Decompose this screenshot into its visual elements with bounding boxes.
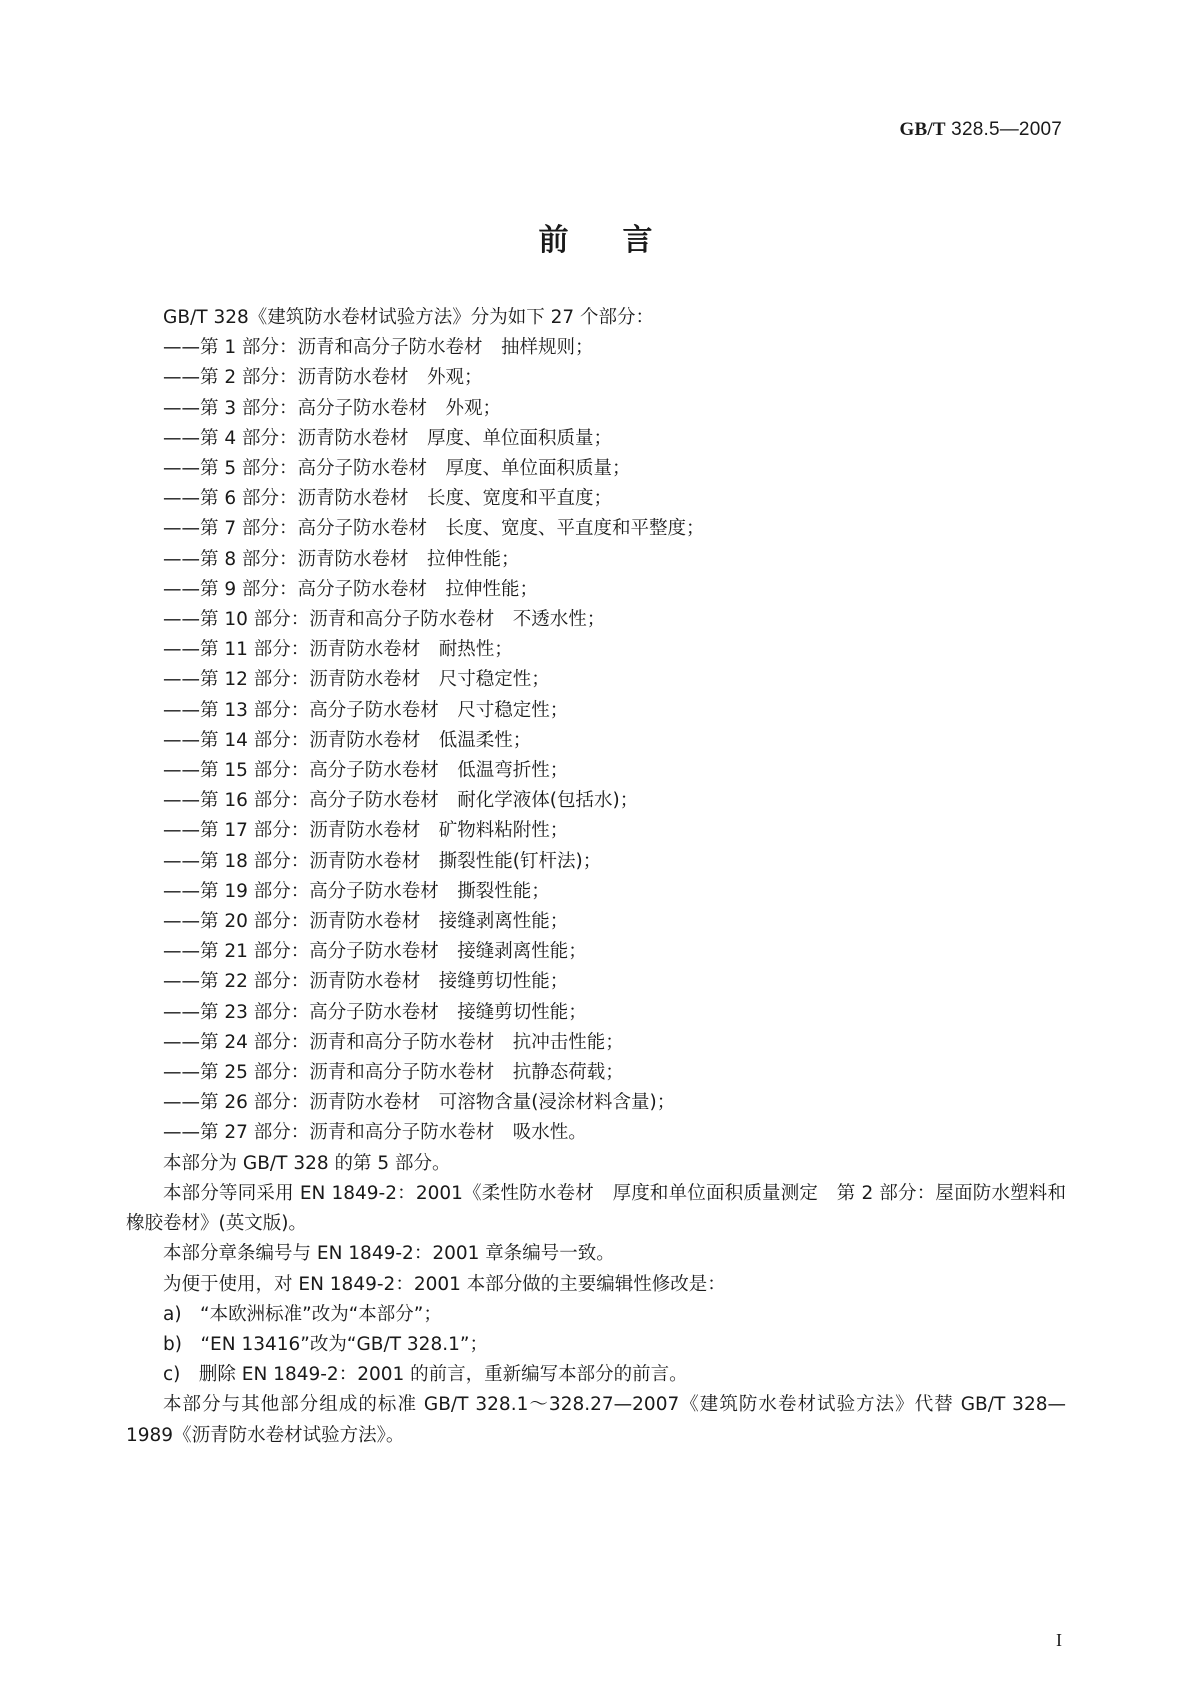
list-item: a) “本欧洲标准”改为“本部分”； <box>163 1303 442 1325</box>
list-item: ——第 12 部分：沥青防水卷材 尺寸稳定性； <box>163 669 550 691</box>
list-item: ——第 5 部分：高分子防水卷材 厚度、单位面积质量； <box>163 458 631 480</box>
list-item: ——第 9 部分：高分子防水卷材 拉伸性能； <box>163 578 539 600</box>
list-item: ——第 23 部分：高分子防水卷材 接缝剪切性能； <box>163 1001 587 1023</box>
list-item: ——第 22 部分：沥青防水卷材 接缝剪切性能； <box>163 971 569 993</box>
list-item: ——第 6 部分：沥青防水卷材 长度、宽度和平直度； <box>163 488 613 510</box>
list-item: ——第 8 部分：沥青防水卷材 拉伸性能； <box>163 548 520 570</box>
list-item: ——第 25 部分：沥青和高分子防水卷材 抗静态荷载； <box>163 1062 624 1084</box>
part5-paragraph: 本部分为 GB/T 328 的第 5 部分。 <box>163 1152 451 1174</box>
list-item: ——第 26 部分：沥青防水卷材 可溶物含量(浸涂材料含量)； <box>163 1092 676 1114</box>
list-item: ——第 24 部分：沥青和高分子防水卷材 抗冲击性能； <box>163 1031 624 1053</box>
changes-list <box>126 1300 1066 1391</box>
list-item: ——第 20 部分：沥青防水卷材 接缝剥离性能； <box>163 911 569 933</box>
list-item: ——第 2 部分：沥青防水卷材 外观； <box>163 367 483 389</box>
list-item: ——第 21 部分：高分子防水卷材 接缝剥离性能； <box>163 941 587 963</box>
list-item: c) 删除 EN 1849-2：2001 的前言，重新编写本部分的前言。 <box>163 1364 688 1386</box>
page-title: 前言 <box>538 223 707 258</box>
list-item: ——第 19 部分：高分子防水卷材 撕裂性能； <box>163 880 550 902</box>
list-item: ——第 27 部分：沥青和高分子防水卷材 吸水性。 <box>163 1122 587 1144</box>
page-number: I <box>1056 1630 1062 1650</box>
changes-intro-paragraph: 为便于使用，对 EN 1849-2：2001 本部分做的主要编辑性修改是： <box>163 1273 726 1295</box>
numbering-paragraph: 本部分章条编号与 EN 1849-2：2001 章条编号一致。 <box>163 1243 615 1265</box>
standard-code <box>899 118 1062 141</box>
list-item: ——第 11 部分：沥青防水卷材 耐热性； <box>163 639 513 661</box>
list-item: ——第 14 部分：沥青防水卷材 低温柔性； <box>163 729 532 751</box>
list-item: ——第 7 部分：高分子防水卷材 长度、宽度、平直度和平整度； <box>163 518 705 540</box>
list-item: b) “EN 13416”改为“GB/T 328.1”； <box>163 1333 488 1355</box>
intro-paragraph: GB/T 328《建筑防水卷材试验方法》分为如下 27 个部分： <box>163 307 655 328</box>
list-item: ——第 3 部分：高分子防水卷材 外观； <box>163 397 502 419</box>
list-item: ——第 15 部分：高分子防水卷材 低温弯折性； <box>163 760 569 782</box>
list-item: ——第 10 部分：沥青和高分子防水卷材 不透水性； <box>163 609 606 631</box>
standard-number: 328.5—2007 <box>945 119 1062 140</box>
adoption-paragraph: 本部分等同采用 EN 1849-2：2001《柔性防水卷材 厚度和单位面积质量测定 第 2 部分：屋面防水塑料和橡胶卷材》(英文版)。 <box>126 1182 1066 1235</box>
foreword-body <box>126 303 1066 1451</box>
list-item: ——第 4 部分：沥青防水卷材 厚度、单位面积质量； <box>163 427 613 449</box>
list-item: ——第 16 部分：高分子防水卷材 耐化学液体(包括水)； <box>163 790 639 812</box>
list-item: ——第 17 部分：沥青防水卷材 矿物料粘附性； <box>163 820 569 842</box>
list-item: ——第 13 部分：高分子防水卷材 尺寸稳定性； <box>163 699 569 721</box>
standard-prefix: GB/T <box>899 119 946 140</box>
list-item: ——第 1 部分：沥青和高分子防水卷材 抽样规则； <box>163 337 594 359</box>
parts-list <box>126 333 1066 1148</box>
replacement-paragraph: 本部分与其他部分组成的标准 GB/T 328.1～328.27—2007《建筑防水卷材试验方法》代替 GB/T 328—1989《沥青防水卷材试验方法》。 <box>126 1394 1066 1446</box>
list-item: ——第 18 部分：沥青防水卷材 撕裂性能(钉杆法)； <box>163 850 602 872</box>
